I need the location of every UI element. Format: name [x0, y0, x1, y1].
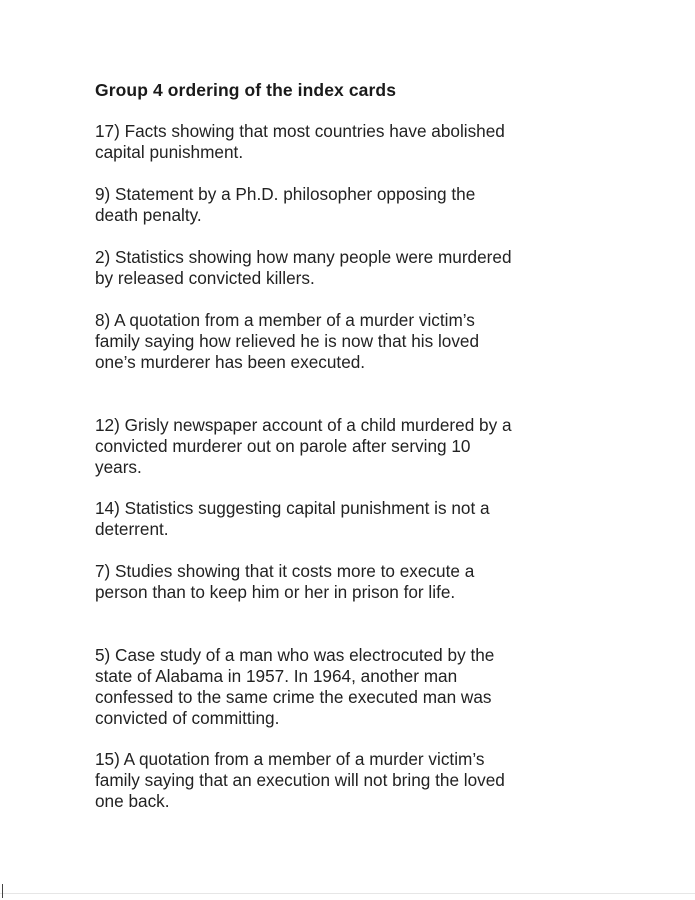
page-title: Group 4 ordering of the index cards: [95, 80, 397, 100]
index-card-item-9: 9) Statement by a Ph.D. philosopher opposing the death penalty.: [95, 184, 476, 225]
index-card-item-7: 7) Studies showing that it costs more to execute a person than to keep him or her in prison for life.: [95, 561, 475, 602]
index-card-item-14: 14) Statistics suggesting capital punishment is not a deterrent.: [95, 498, 490, 539]
scan-edge: [0, 893, 695, 894]
scan-mark: [2, 884, 3, 898]
index-card-item-2: 2) Statistics showing how many people were murdered by released convicted killers.: [95, 247, 512, 288]
index-card-item-15: 15) A quotation from a member of a murder victim’s family saying that an execution will not bring the loved one back.: [95, 749, 505, 811]
index-card-item-8: 8) A quotation from a member of a murder victim’s family saying how relieved he is now that his loved one’s murderer has been executed.: [95, 310, 480, 372]
index-card-item-5: 5) Case study of a man who was electrocuted by the state of Alabama in 1957. In 1964, another man confessed to the same crime the executed man was convicted of committing.: [95, 645, 495, 728]
index-card-item-12: 12) Grisly newspaper account of a child murdered by a convicted murderer out on parole after serving 10 years.: [95, 415, 512, 477]
index-card-item-17: 17) Facts showing that most countries have abolished capital punishment.: [95, 121, 505, 162]
